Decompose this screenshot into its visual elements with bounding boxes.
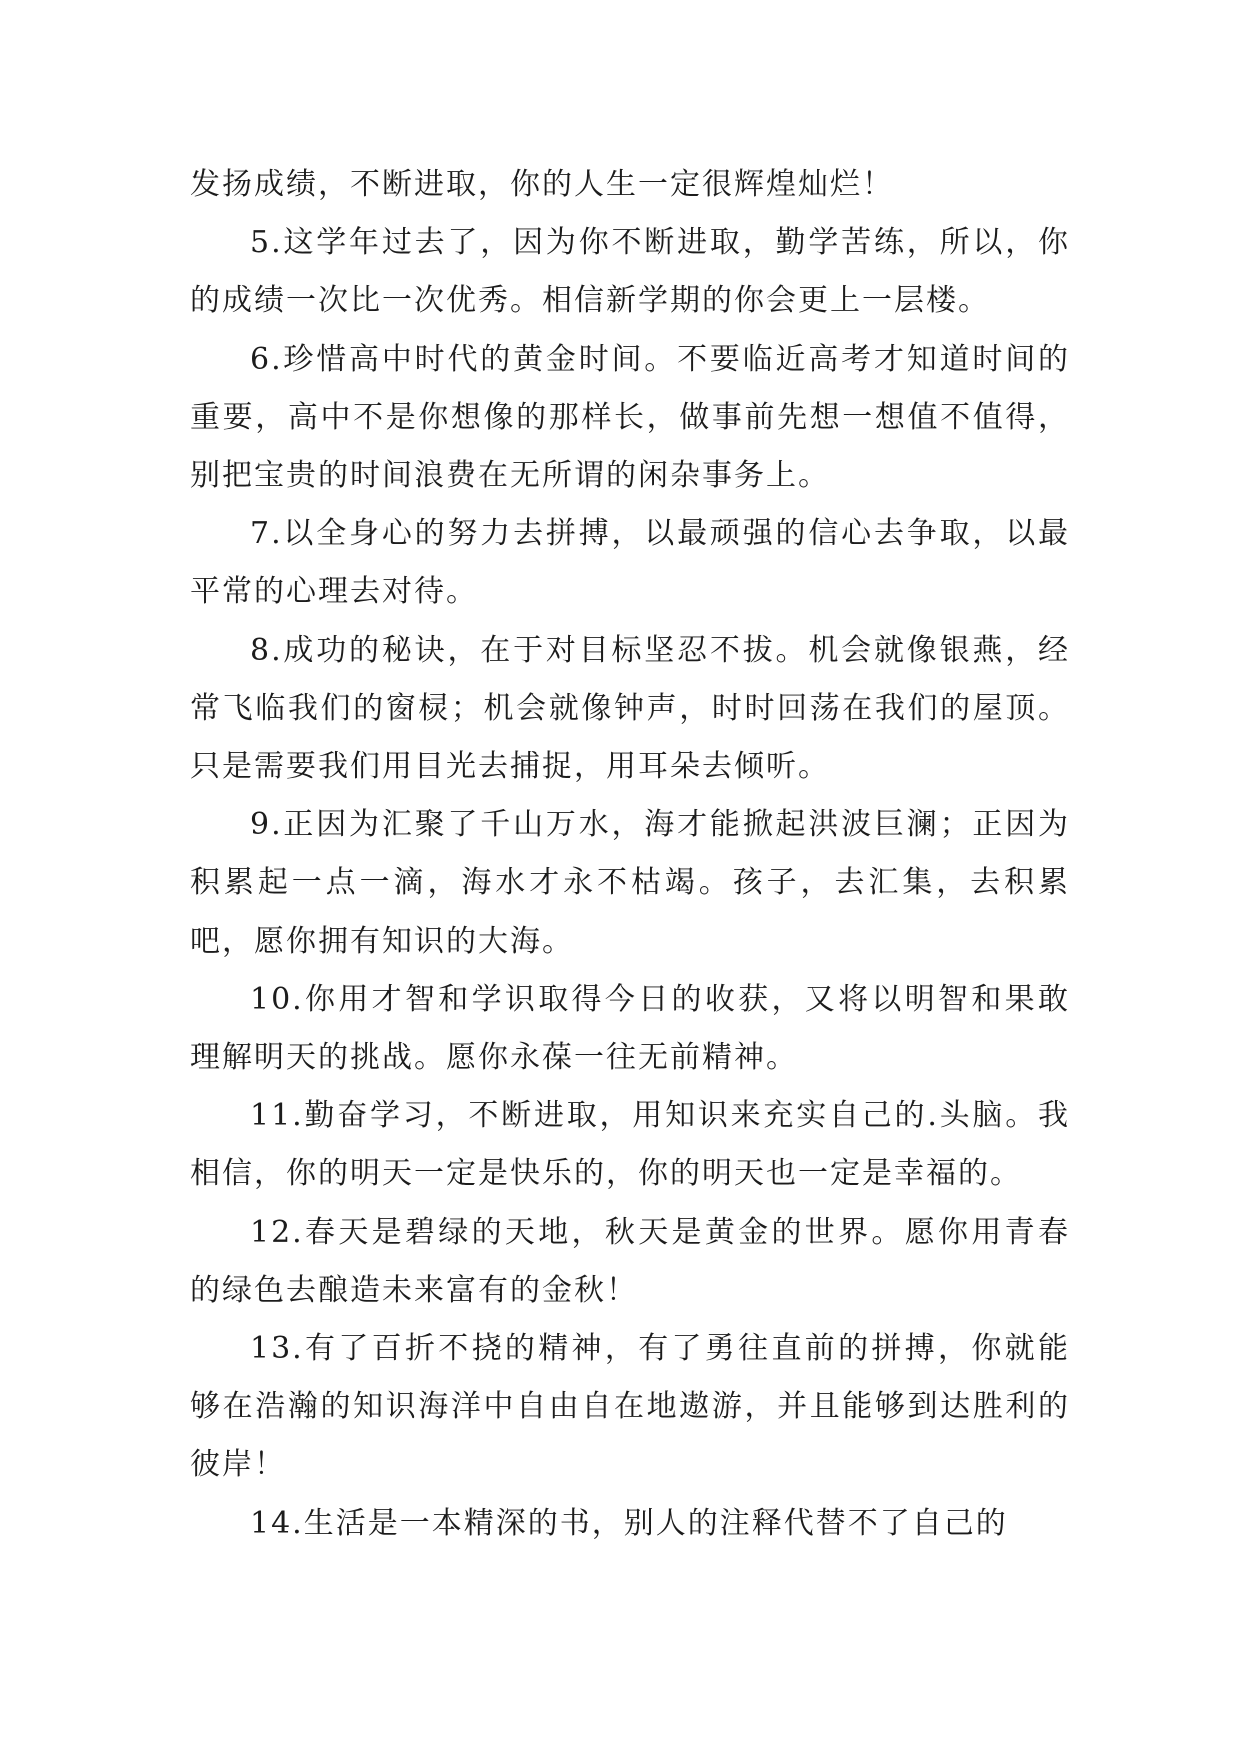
- paragraph-item-14: 14.生活是一本精深的书，别人的注释代替不了自己的: [250, 1505, 1008, 1541]
- paragraph-item-12: 12.春天是碧绿的天地，秋天是黄金的世界。愿你用青春的绿色去酿造未来富有的金秋！: [190, 1214, 1070, 1308]
- paragraph-item-9: 9.正因为汇聚了千山万水，海才能掀起洪波巨澜；正因为积累起一点一滴，海水才永不枯竭。孩子，去汇集，去积累吧，愿你拥有知识的大海。: [190, 807, 1070, 959]
- paragraph-item-13: 13.有了百折不挠的精神，有了勇往直前的拼搏，你就能够在浩瀚的知识海洋中自由自在地遨游，并且能够到达胜利的彼岸！: [190, 1331, 1070, 1483]
- paragraph-continuation: 发扬成绩，不断进取，你的人生一定很辉煌灿烂！: [190, 167, 894, 202]
- paragraph-item-6: 6.珍惜高中时代的黄金时间。不要临近高考才知道时间的重要，高中不是你想像的那样长，做事前先想一想值不值得，别把宝贵的时间浪费在无所谓的闲杂事务上。: [190, 341, 1070, 494]
- paragraph-item-11: 11.勤奋学习，不断进取，用知识来充实自己的.头脑。我相信，你的明天一定是快乐的，你的明天也一定是幸福的。: [190, 1098, 1070, 1192]
- document-body: [190, 156, 1070, 1553]
- paragraph-item-8: 8.成功的秘诀，在于对目标坚忍不拔。机会就像银燕，经常飞临我们的窗棂；机会就像钟声，时时回荡在我们的屋顶。只是需要我们用目光去捕捉，用耳朵去倾听。: [190, 632, 1070, 785]
- paragraph-item-10: 10.你用才智和学识取得今日的收获，又将以明智和果敢理解明天的挑战。愿你永葆一往无前精神。: [190, 981, 1070, 1076]
- paragraph-item-5: 5.这学年过去了，因为你不断进取，勤学苦练，所以，你的成绩一次比一次优秀。相信新学期的你会更上一层楼。: [190, 225, 1070, 319]
- paragraph-item-7: 7.以全身心的努力去拼搏，以最顽强的信心去争取，以最平常的心理去对待。: [190, 516, 1070, 610]
